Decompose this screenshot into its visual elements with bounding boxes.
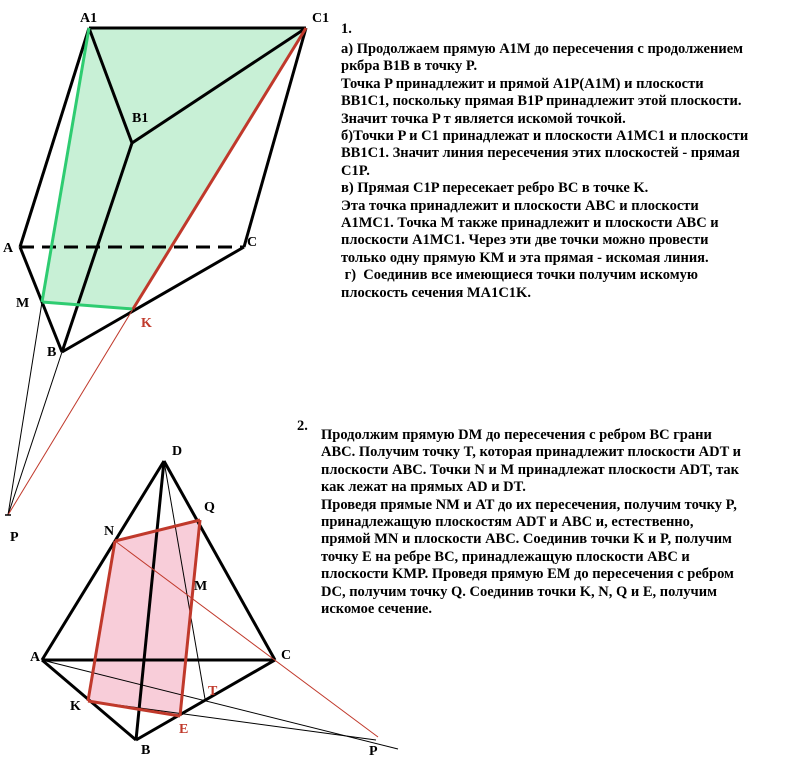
label-c: C bbox=[247, 235, 258, 250]
line-m-p bbox=[8, 302, 42, 515]
label-k: K bbox=[70, 699, 81, 714]
problem2-line: плоскости KMP. Проведя прямую EM до пересечения с ребром bbox=[321, 566, 734, 583]
line-b-p bbox=[8, 352, 62, 515]
label-a: A bbox=[3, 241, 14, 256]
problem1-line: C1P. bbox=[341, 162, 370, 179]
problem2-line: плоскости ABC. Точки N и M принадлежат плоскости ADT, так bbox=[321, 461, 740, 478]
label-a: A bbox=[30, 650, 41, 665]
problem2-line: Проведя прямые NM и AT до их пересечения, получим точку P, bbox=[321, 496, 737, 513]
label-t: T bbox=[208, 684, 218, 699]
label-p: P bbox=[10, 530, 19, 545]
problem1-line: ркбра B1B в точку P. bbox=[341, 58, 478, 75]
line-k-p bbox=[8, 309, 133, 515]
problem1-line: в) Прямая C1P пересекает ребро BC в точке K. bbox=[341, 180, 649, 197]
problem2-line: ABC. Получим точку T, которая принадлежит плоскости ADT и bbox=[321, 444, 742, 461]
problem1-line: A1MC1. Точка M также принадлежит и плоскости ABC и bbox=[341, 215, 719, 232]
problem1-line: BB1C1, поскольку прямая B1P принадлежит этой плоскости. bbox=[341, 93, 742, 110]
problem2-line: точку E на ребре BC, принадлежащую плоскости ABC и bbox=[321, 548, 690, 565]
problem1-line: плоскость сечения MA1C1K. bbox=[341, 284, 531, 301]
label-d: D bbox=[172, 444, 183, 459]
label-e: E bbox=[179, 722, 189, 737]
label-q: Q bbox=[204, 500, 215, 515]
label-k: K bbox=[141, 316, 152, 331]
label-b: B bbox=[47, 345, 57, 360]
problem2-number: 2. bbox=[297, 418, 308, 434]
problem2-line: DC, получим точку Q. Соединив точки K, N, Q и E, получим bbox=[321, 583, 717, 600]
label-n: N bbox=[104, 524, 115, 539]
problem2-line: прямой MN и плоскости ABC. Соединив точки K и P, получим bbox=[321, 531, 732, 548]
label-m: M bbox=[194, 579, 208, 594]
problem2-line: как лежат на прямых AD и DT. bbox=[321, 479, 526, 496]
label-m: M bbox=[16, 296, 30, 311]
label-b: B bbox=[141, 743, 151, 758]
problem1-line: Значит точка P т является искомой точкой. bbox=[341, 110, 626, 127]
problem1-line: б)Точки P и C1 принадлежат и плоскости A1MC1 и плоскости bbox=[341, 128, 749, 145]
label-b1: B1 bbox=[132, 111, 149, 126]
problem2-line: Продолжим прямую DM до пересечения с ребром BC грани bbox=[321, 427, 712, 443]
problem2-line: принадлежащую плоскостям ADT и ABC и, естественно, bbox=[321, 514, 694, 531]
problem1-line: а) Продолжаем прямую A1M до пересечения с продолжением bbox=[341, 41, 744, 57]
problem1-text bbox=[341, 41, 748, 302]
label-p: P bbox=[369, 744, 378, 759]
label-c1: C1 bbox=[312, 11, 330, 26]
problem1-line: плоскости A1MC1. Через эти две точки можно провести bbox=[341, 232, 709, 249]
problem1-line: Точка P принадлежит и прямой A1P(A1M) и плоскости bbox=[341, 75, 704, 92]
problem1-line: г) Соединив все имеющиеся точки получим искомую bbox=[341, 267, 698, 284]
label-a1: A1 bbox=[80, 11, 98, 26]
problem2-text bbox=[321, 427, 741, 618]
problem1-line: BB1C1. Значит линия пересечения этих плоскостей - прямая bbox=[341, 145, 740, 162]
problem1-line: только одну прямую KM и эта прямая - искомая линия. bbox=[341, 249, 709, 266]
label-c: C bbox=[281, 648, 292, 663]
problem1-line: Эта точка принадлежит и плоскости ABC и плоскости bbox=[341, 197, 699, 214]
problem2-line: искомое сечение. bbox=[321, 601, 432, 618]
problem1-number: 1. bbox=[341, 21, 352, 37]
